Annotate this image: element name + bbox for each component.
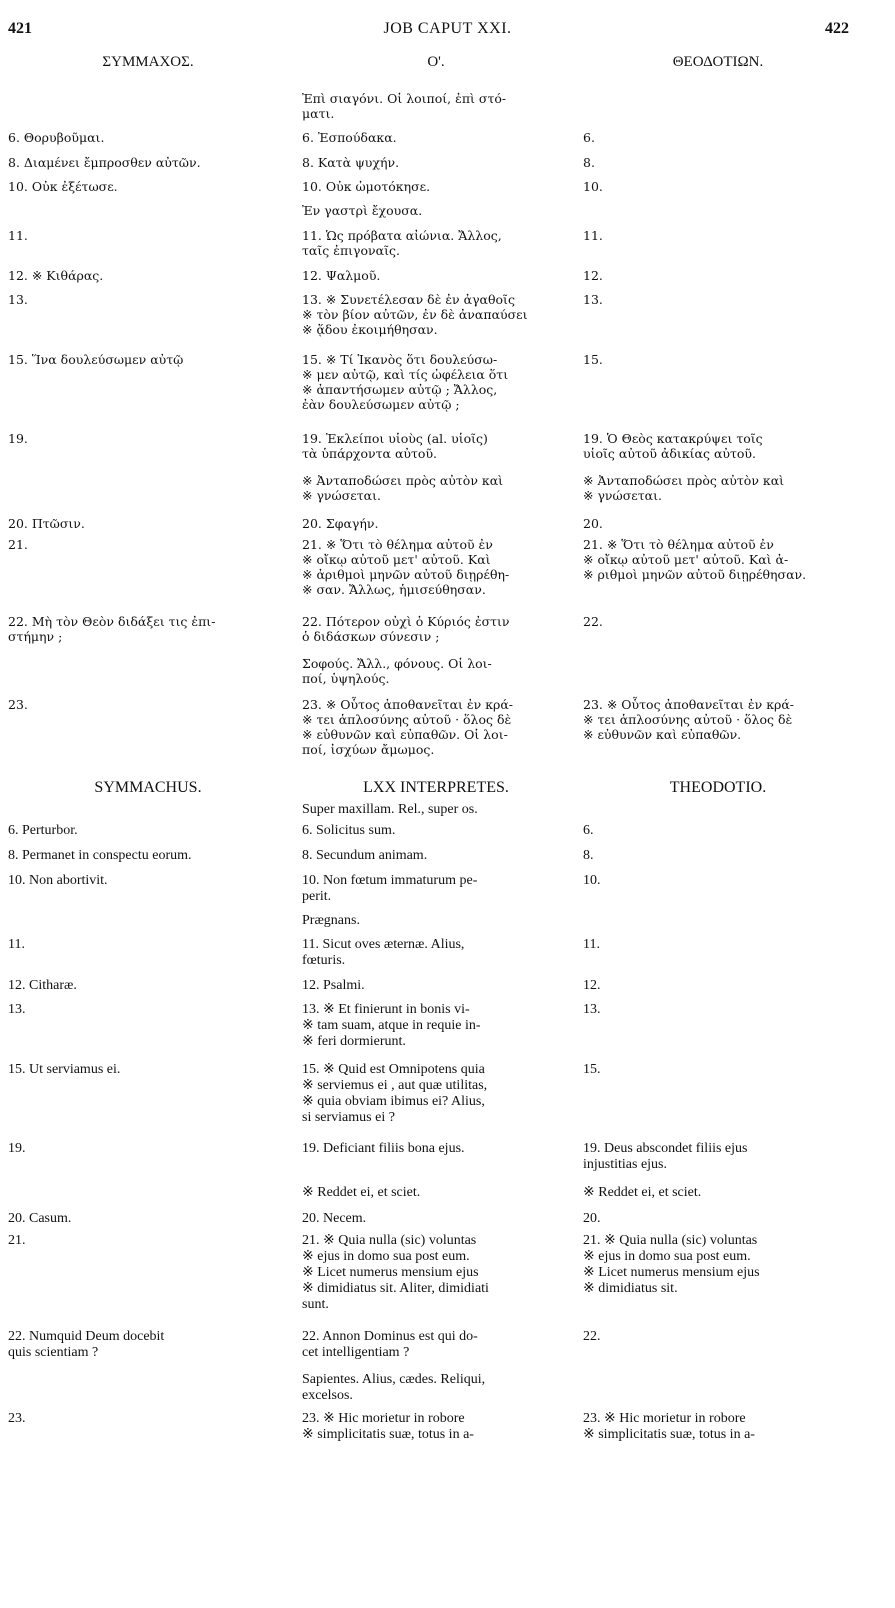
symmachus-latin-entry: 20. Casum. (8, 1211, 72, 1226)
symmachus-entry: 10. Οὐκ ἐξέτωσε. (8, 179, 118, 194)
running-title: JOB CAPUT XXI. (383, 20, 512, 37)
lxx-latin-entry: 19. Deficiant filiis bona ejus. (302, 1141, 465, 1156)
symmachus-entry: 6. Θορυβοῦμαι. (8, 130, 105, 145)
column-header-theodotion-latin: THEODOTIO. (669, 779, 767, 796)
symmachus-entry: 13. (8, 292, 28, 307)
column-header-symmachus-greek: ΣΥΜΜΑΧΟΣ. (102, 54, 194, 70)
theodotion-entry: 21. ※ Ὅτι τὸ θέλημα αὐτοῦ ἐν ※ οἴκῳ αὐτοῦ μετ' αὐτοῦ. Καὶ ἀ- ※ ριθμοὶ μηνῶν αὐτοῦ διῃρέθησαν. (583, 537, 807, 582)
theodotion-entry: 12. (583, 268, 603, 283)
lxx-latin-entry: 21. ※ Quia nulla (sic) voluntas ※ ejus in domo sua post eum. ※ Licet numerus mensium ejus ※ dimidiatus sit. Aliter, dimidiati sunt. (302, 1233, 489, 1312)
lxx-latin-entry: 22. Annon Dominus est qui do- cet intelligentiam ? (302, 1329, 478, 1360)
lxx-entry: 15. ※ Τί Ἱκανὸς ὅτι δουλεύσω- ※ μεν αὐτῷ, καὶ τίς ὠφέλεια ὅτι ※ ἀπαντήσωμεν αὐτῷ ; Ἄλλος, ἐὰν δουλεύσωμεν αὐτῷ ; (302, 352, 509, 412)
lxx-latin-entry: Super maxillam. Rel., super os. (302, 802, 478, 817)
symmachus-latin-entry: 21. (8, 1233, 26, 1248)
lxx-entry: 23. ※ Οὗτος ἀποθανεῖται ἐν κρά- ※ τει ἁπλοσύνης αὐτοῦ · ὅλος δὲ ※ εὐθυνῶν καὶ εὐπαθῶν. Οἱ λοι- ποί, ἰσχύων ἄμωμος. (302, 697, 514, 757)
lxx-entry: 13. ※ Συνετέλεσαν δὲ ἐν ἀγαθοῖς ※ τὸν βίον αὐτῶν, ἐν δὲ ἀναπαύσει ※ ᾅδου ἐκοιμήθησαν. (302, 292, 528, 337)
theodotio-latin-entry: 22. (583, 1329, 601, 1344)
theodotio-latin-entry: 10. (583, 873, 601, 888)
lxx-latin-entry: 6. Solicitus sum. (302, 823, 396, 838)
symmachus-latin-entry: 13. (8, 1002, 26, 1017)
lxx-entry: 20. Σφαγήν. (302, 516, 379, 531)
lxx-entry: 12. Ψαλμοῦ. (302, 268, 381, 283)
theodotio-latin-entry: 20. (583, 1211, 601, 1226)
symmachus-latin-entry: 22. Numquid Deum docebit quis scientiam ? (8, 1329, 165, 1360)
theodotion-entry: 8. (583, 155, 595, 170)
theodotio-latin-entry: 23. ※ Hic morietur in robore ※ simplicitatis suæ, totus in a- (583, 1411, 755, 1442)
lxx-entry: Ἐπὶ σιαγόνι. Οἱ λοιποί, ἐπὶ στό- ματι. (302, 91, 507, 121)
symmachus-latin-entry: 19. (8, 1141, 26, 1156)
symmachus-entry: 11. (8, 228, 28, 243)
theodotion-entry: 10. (583, 179, 603, 194)
column-header-theodotion-greek: ΘΕΟΔΟΤΙΩΝ. (672, 54, 764, 70)
symmachus-entry: 19. (8, 431, 28, 446)
theodotio-latin-entry: 19. Deus abscondet filiis ejus injustitias ejus. (583, 1141, 748, 1172)
lxx-latin-entry: Sapientes. Alius, cædes. Reliqui, excelsos. (302, 1372, 486, 1403)
theodotion-entry: 15. (583, 352, 603, 367)
theodotio-latin-entry: 11. (583, 937, 600, 952)
theodotio-latin-entry: 15. (583, 1062, 601, 1077)
lxx-entry: 21. ※ Ὅτι τὸ θέλημα αὐτοῦ ἐν ※ οἴκῳ αὐτοῦ μετ' αὐτοῦ. Καὶ ※ ἀριθμοὶ μηνῶν αὐτοῦ διῃρέθη- ※ σαν. Ἄλλως, ἡμισεύθησαν. (302, 537, 510, 597)
symmachus-latin-entry: 12. Citharæ. (8, 978, 77, 993)
lxx-latin-entry: 23. ※ Hic morietur in robore ※ simplicitatis suæ, totus in a- (302, 1411, 474, 1442)
symmachus-entry: 22. Μὴ τὸν Θεὸν διδάξει τις ἐπι- στήμην ; (8, 614, 216, 644)
symmachus-latin-entry: 15. Ut serviamus ei. (8, 1062, 121, 1077)
lxx-entry: 6. Ἐσπούδακα. (302, 130, 397, 145)
theodotion-entry: 13. (583, 292, 603, 307)
column-header-symmachus-latin: SYMMACHUS. (94, 779, 202, 796)
lxx-latin-entry: 10. Non fœtum immaturum pe- perit. (302, 873, 478, 904)
theodotion-entry: 23. ※ Οὗτος ἀποθανεῖται ἐν κρά- ※ τει ἁπλοσύνης αὐτοῦ · ὅλος δὲ ※ εὐθυνῶν καὶ εὐπαθῶν. (583, 697, 795, 742)
lxx-entry: Σοφούς. Ἄλλ., φόνους. Οἱ λοι- ποί, ὑψηλούς. (302, 656, 492, 686)
symmachus-entry: 23. (8, 697, 28, 712)
symmachus-latin-entry: 11. (8, 937, 25, 952)
symmachus-entry: 12. ※ Κιθάρας. (8, 268, 104, 283)
symmachus-entry: 15. Ἵνα δουλεύσωμεν αὐτῷ (8, 352, 184, 367)
page-number-right: 422 (825, 20, 849, 37)
lxx-entry: 8. Κατὰ ψυχήν. (302, 155, 400, 170)
theodotion-entry: 20. (583, 516, 603, 531)
symmachus-latin-entry: 8. Permanet in conspectu eorum. (8, 848, 192, 863)
column-header-lxx-greek: Ο'. (427, 54, 445, 70)
lxx-latin-entry: 11. Sicut oves æternæ. Alius, fœturis. (302, 937, 465, 968)
lxx-entry: ※ Ἀνταποδώσει πρὸς αὐτὸν καὶ ※ γνώσεται. (302, 473, 504, 503)
theodotion-entry: 22. (583, 614, 603, 629)
lxx-latin-entry: 13. ※ Et finierunt in bonis vi- ※ tam suam, atque in requie in- ※ feri dormierunt. (302, 1002, 481, 1049)
theodotio-latin-entry: 12. (583, 978, 601, 993)
lxx-latin-entry: 12. Psalmi. (302, 978, 365, 993)
theodotio-latin-entry: 21. ※ Quia nulla (sic) voluntas ※ ejus in domo sua post eum. ※ Licet numerus mensium ejus ※ dimidiatus sit. (583, 1233, 760, 1296)
lxx-entry: 22. Πότερον οὐχὶ ὁ Κύριός ἐστιν ὁ διδάσκων σύνεσιν ; (302, 614, 510, 644)
lxx-entry: 19. Ἐκλείποι υἱοὺς (al. υἱοῖς) τὰ ὑπάρχοντα αὐτοῦ. (302, 431, 488, 461)
page-number-left: 421 (8, 20, 32, 37)
theodotio-latin-entry: 6. (583, 823, 594, 838)
theodotio-latin-entry: 13. (583, 1002, 601, 1017)
lxx-latin-entry: Prægnans. (302, 913, 360, 928)
theodotion-entry: 6. (583, 130, 595, 145)
lxx-latin-entry: 8. Secundum animam. (302, 848, 428, 863)
symmachus-entry: 20. Πτῶσιν. (8, 516, 85, 531)
lxx-entry: Ἐν γαστρὶ ἔχουσα. (302, 203, 423, 218)
symmachus-latin-entry: 23. (8, 1411, 26, 1426)
symmachus-entry: 21. (8, 537, 28, 552)
symmachus-latin-entry: 6. Perturbor. (8, 823, 78, 838)
theodotion-entry: 11. (583, 228, 603, 243)
column-header-lxx-latin: LXX INTERPRETES. (363, 779, 509, 796)
symmachus-latin-entry: 10. Non abortivit. (8, 873, 108, 888)
theodotion-entry: ※ Ἀνταποδώσει πρὸς αὐτὸν καὶ ※ γνώσεται. (583, 473, 785, 503)
theodotio-latin-entry: ※ Reddet ei, et sciet. (583, 1185, 702, 1200)
theodotio-latin-entry: 8. (583, 848, 594, 863)
lxx-latin-entry: 15. ※ Quid est Omnipotens quia ※ serviemus ei , aut quæ utilitas, ※ quia obviam ibimus ei? Alius, si serviamus ei ? (302, 1062, 488, 1125)
lxx-latin-entry: ※ Reddet ei, et sciet. (302, 1185, 421, 1200)
lxx-latin-entry: 20. Necem. (302, 1211, 367, 1226)
theodotion-entry: 19. Ὁ Θεὸς κατακρύψει τοῖς υἱοῖς αὐτοῦ ἀδικίας αὐτοῦ. (583, 431, 763, 461)
symmachus-entry: 8. Διαμένει ἔμπροσθεν αὐτῶν. (8, 155, 201, 170)
lxx-entry: 10. Οὐκ ὠμοτόκησε. (302, 179, 431, 194)
lxx-entry: 11. Ὡς πρόβατα αἰώνια. Ἄλλος, ταῖς ἐπιγοναῖς. (302, 228, 502, 258)
